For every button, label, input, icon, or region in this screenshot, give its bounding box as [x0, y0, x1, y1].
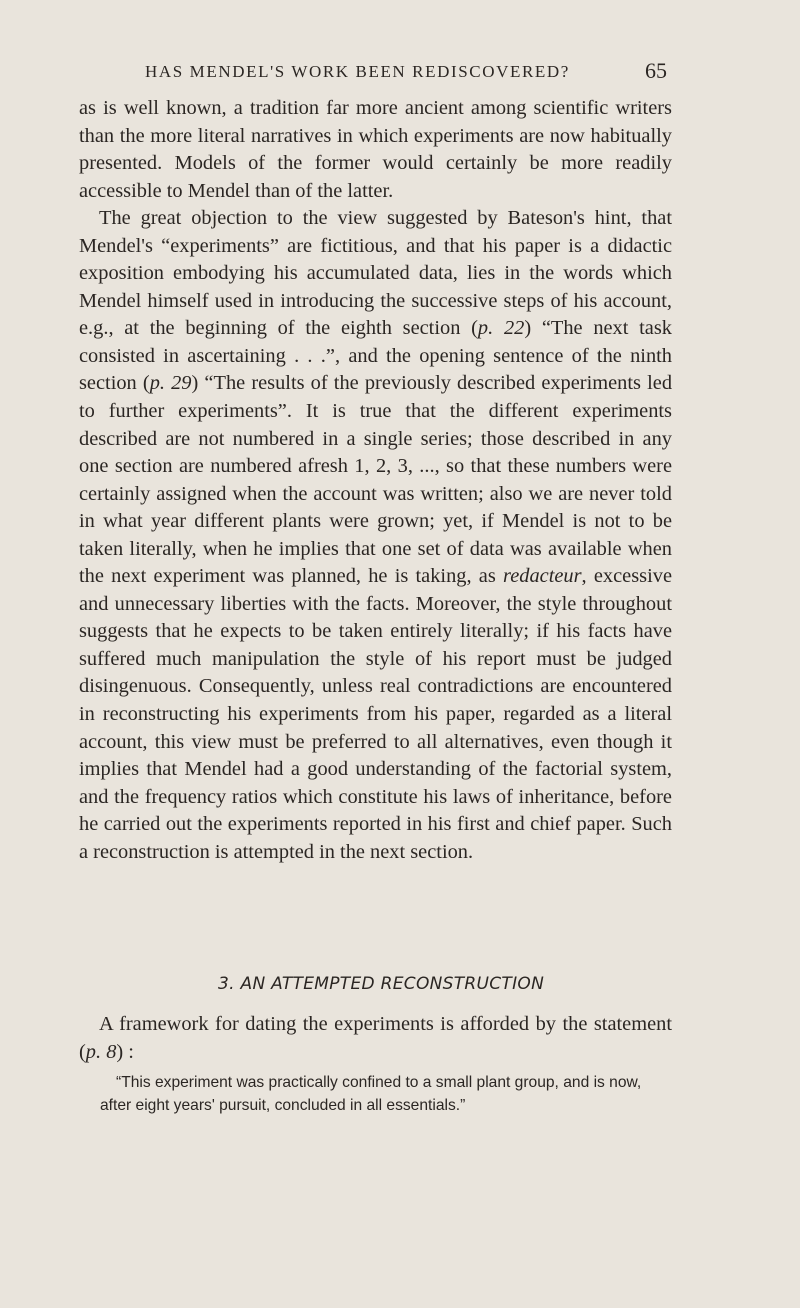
- paragraph-2-part-c: ) “The results of the previously described experiments led to further experiments”. It is true that the different experiments described are not numbered in a single series; those described in any one section are numbered afresh 1, 2, 3, ..., so that these numbers were certainly assigned when the account was written; also we are never told in what year different plants were grown; yet, if Mendel is not to be taken literally, when he implies that one set of data was available when the next experiment was planned, he is taking, as: [79, 372, 673, 588]
- page-number: 65: [645, 58, 667, 83]
- page-reference: p. 29: [149, 372, 192, 395]
- section-heading: 3. AN ATTEMPTED RECONSTRUCTION: [218, 974, 545, 994]
- paragraph-1: as is well known, a tradition far more ancient among scientific writers than the more literal narratives in which experiments are now habitually presented. Models of the former would certainly be more readily accessible to Mendel than of the latter.: [79, 97, 672, 202]
- paragraph-3-part-b: ) :: [116, 1040, 134, 1063]
- quote-text: “This experiment was practically confined to a small plant group, and is now, after eight years' pursuit, concluded in all essentials.”: [100, 1074, 642, 1114]
- running-header: HAS MENDEL'S WORK BEEN REDISCOVERED?: [145, 62, 570, 81]
- paragraph-3-part-a: A framework for dating the experiments is afforded by the statement (: [79, 1013, 672, 1063]
- paragraph-2: [79, 205, 672, 866]
- block-quote: [100, 1071, 660, 1117]
- paragraph-3: [79, 1011, 672, 1066]
- page-reference: p. 8: [85, 1040, 117, 1063]
- page-reference: p. 22: [477, 317, 525, 340]
- paragraph-2-part-b: ) “The next task consisted in ascertaining . . .”, and the opening sentence of the ninth section (: [79, 317, 672, 395]
- paragraph-2-part-a: The great objection to the view suggested by Bateson's hint, that Mendel's “experiments” are fictitious, and that his paper is a didactic exposition embodying his accumulated data, lies in the words which Mendel himself used in introducing the successive steps of his account, e.g., at the beginning of the eighth section (: [79, 207, 672, 340]
- main-text: [79, 95, 672, 866]
- paragraph-2-part-d: , excessive and unnecessary liberties with the facts. Moreover, the style throughout suggests that he expects to be taken entirely literally; if his facts have suffered much manipulation the style of his report must be judged disingenuous. Consequently, unless real contradictions are encountered in reconstructing his experiments from his paper, regarded as a literal account, this view must be preferred to all alternatives, even though it implies that Mendel had a good understanding of the factorial system, and the frequency ratios which constitute his laws of inheritance, before he carried out the experiments reported in his first and chief paper. Such a reconstruction is attempted in the next section.: [79, 565, 672, 863]
- italic-term: redacteur: [503, 565, 582, 588]
